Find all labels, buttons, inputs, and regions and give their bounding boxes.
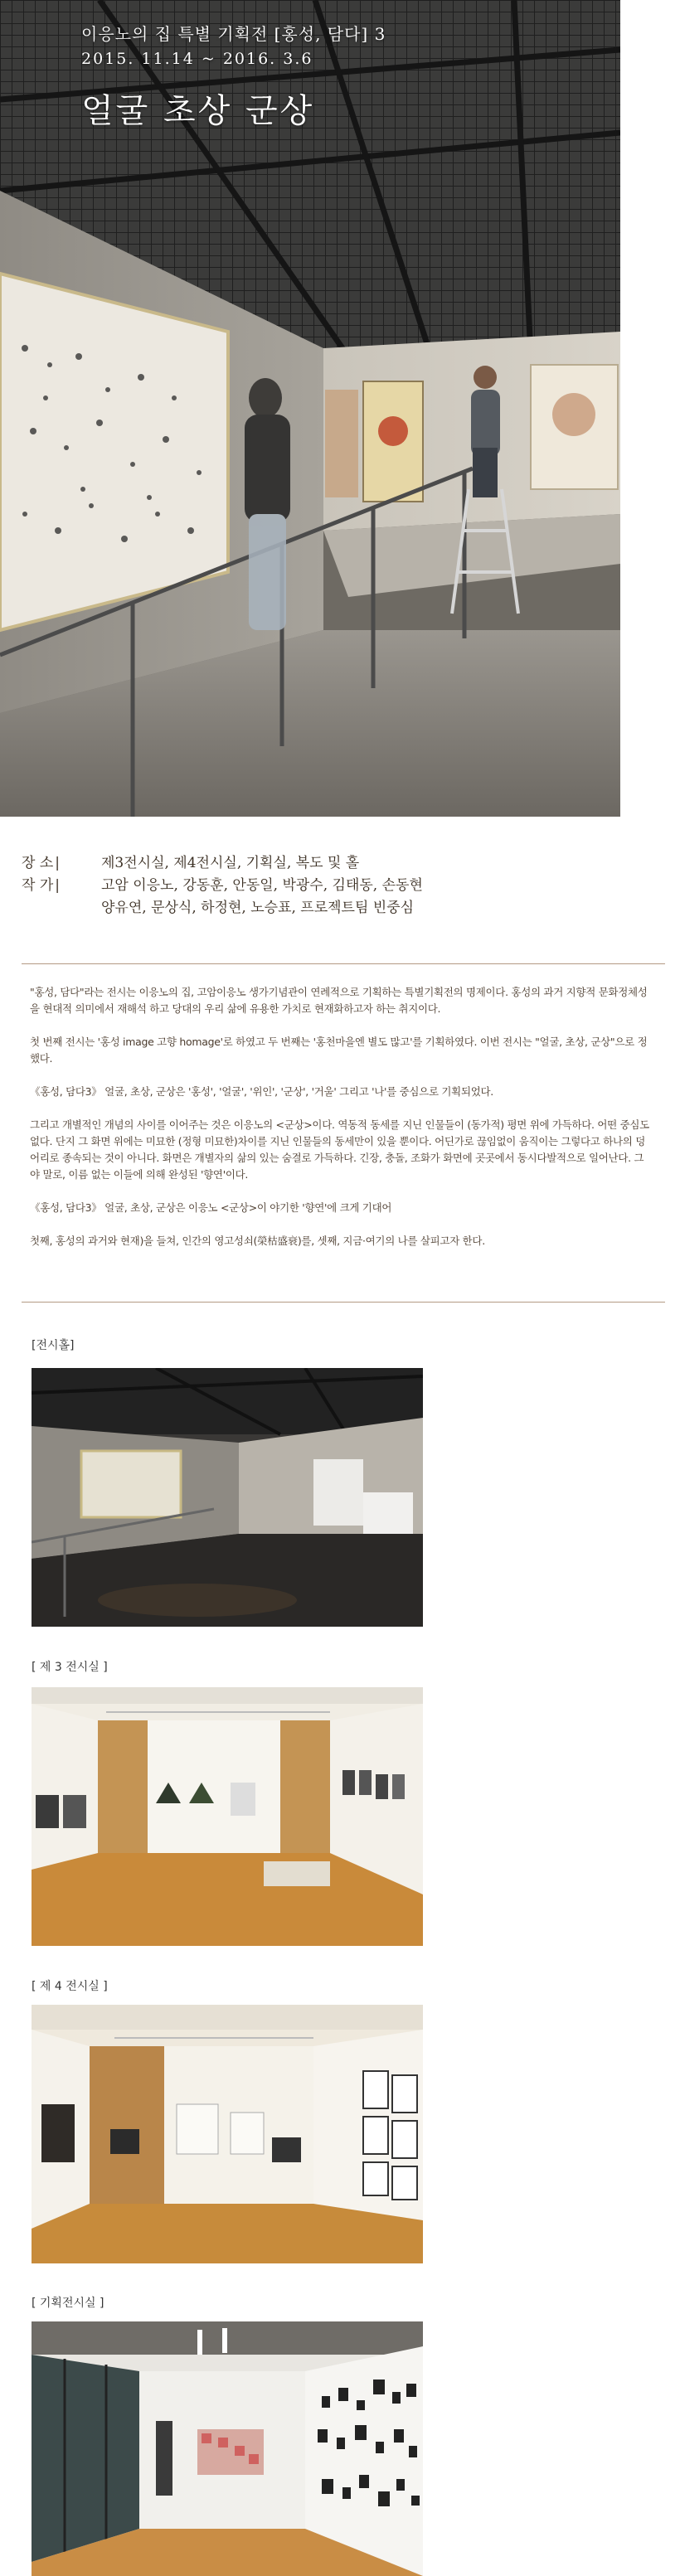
description-paragraph: 그리고 개별적인 개념의 사이를 이어주는 것은 이응노의 <군상>이다. 역동적 동세를 지닌 인물들이 (동가적) 평면 위에 가득하다. 어떤 중심도 없다. 단지 그 화면 위에는 미묘한 (정형 미묘한)차이를 지닌 인물들의 동세만이 있을 뿐이다. 어딘가로 끊임없이 움직이는 그렇다고 하나의 덩어리로 종속되는 것이 아니다. 화면은 개별자의 삶의 있는 숨결로 가득하다. 긴장, 충돌, 조화가 화면에 곳곳에서 동시다발적으로 일어난다. 그야 말로, 이름 없는 이들에 의해 완성된 '향연'이다. xyxy=(30,1118,649,1181)
divider-top xyxy=(22,963,665,964)
photo-exhibition-room-4 xyxy=(32,2005,423,2263)
artists-label-wrap xyxy=(22,875,101,897)
section-label-hall: [전시홀] xyxy=(32,1339,75,1352)
description-paragraph: 첫째, 홍성의 과거와 현재)을 들쳐, 인간의 영고성쇠(榮枯盛衰)를, 셋째, 지금·여기의 나를 살피고자 한다. xyxy=(30,1235,485,1247)
venue-value: 제3전시실, 제4전시실, 기획실, 복도 및 홀 xyxy=(101,855,360,871)
venue-label: 장 소 xyxy=(22,855,54,871)
photo-special-exhibition-room xyxy=(32,2321,423,2576)
exhibition-subtitle: 이응노의 집 특별 기획전 [홍성, 담다] 3 xyxy=(81,24,386,44)
hero-text-block xyxy=(81,22,386,132)
section-label-special-room: [ 기획전시실 ] xyxy=(32,2297,104,2310)
artists-line-1: 고암 이응노, 강동훈, 안동일, 박광수, 김태동, 손동현 xyxy=(101,877,423,894)
photo-exhibition-hall xyxy=(32,1368,423,1627)
artists-row xyxy=(22,875,619,897)
description-paragraph: "홍성, 담다"라는 전시는 이응노의 집, 고암이응노 생가기념관이 연례적으로 기획하는 특별기획전의 명제이다. 홍성의 과거 지향적 문화정체성을 현대적 의미에서 재해석 하고 당대의 우리 삶에 유용한 가치로 현재화하고자 하는 취지이다. xyxy=(30,986,648,1015)
exhibition-description xyxy=(30,984,652,1266)
artists-separator: | xyxy=(55,877,60,894)
section-label-room4: [ 제 4 전시실 ] xyxy=(32,1980,108,1993)
artists-label: 작 가 xyxy=(22,877,54,894)
description-paragraph: 《홍성, 담다3》 얼굴, 초상, 군상은 이응노 <군상>이 야기한 '향연'에 크게 기대어 xyxy=(30,1201,392,1214)
venue-row xyxy=(22,852,619,875)
exhibition-info xyxy=(22,852,619,919)
exhibition-dates: 2015. 11.14 ~ 2016. 3.6 xyxy=(81,50,313,68)
exhibition-title: 얼굴 초상 군상 xyxy=(81,92,315,130)
venue-label-wrap xyxy=(22,852,101,875)
description-paragraph: 《홍성, 담다3》 얼굴, 초상, 군상은 '홍성', '얼굴', '위인', '군상', '거울' 그리고 '나'를 중심으로 기획되었다. xyxy=(30,1085,493,1098)
photo-exhibition-room-3 xyxy=(32,1687,423,1946)
hero-banner xyxy=(0,0,620,817)
artists-line-2: 양유연, 문상식, 하정현, 노승표, 프로젝트팀 빈중심 xyxy=(101,900,415,916)
description-paragraph: 첫 번째 전시는 '홍성 image 고향 homage'로 하였고 두 번째는 '홍천마을엔 별도 많고'를 기획하였다. 이번 전시는 "얼굴, 초상, 군상"으로 정했다. xyxy=(30,1036,648,1065)
divider-bottom xyxy=(22,1302,665,1303)
section-label-room3: [ 제 3 전시실 ] xyxy=(32,1661,108,1674)
venue-separator: | xyxy=(55,855,60,871)
